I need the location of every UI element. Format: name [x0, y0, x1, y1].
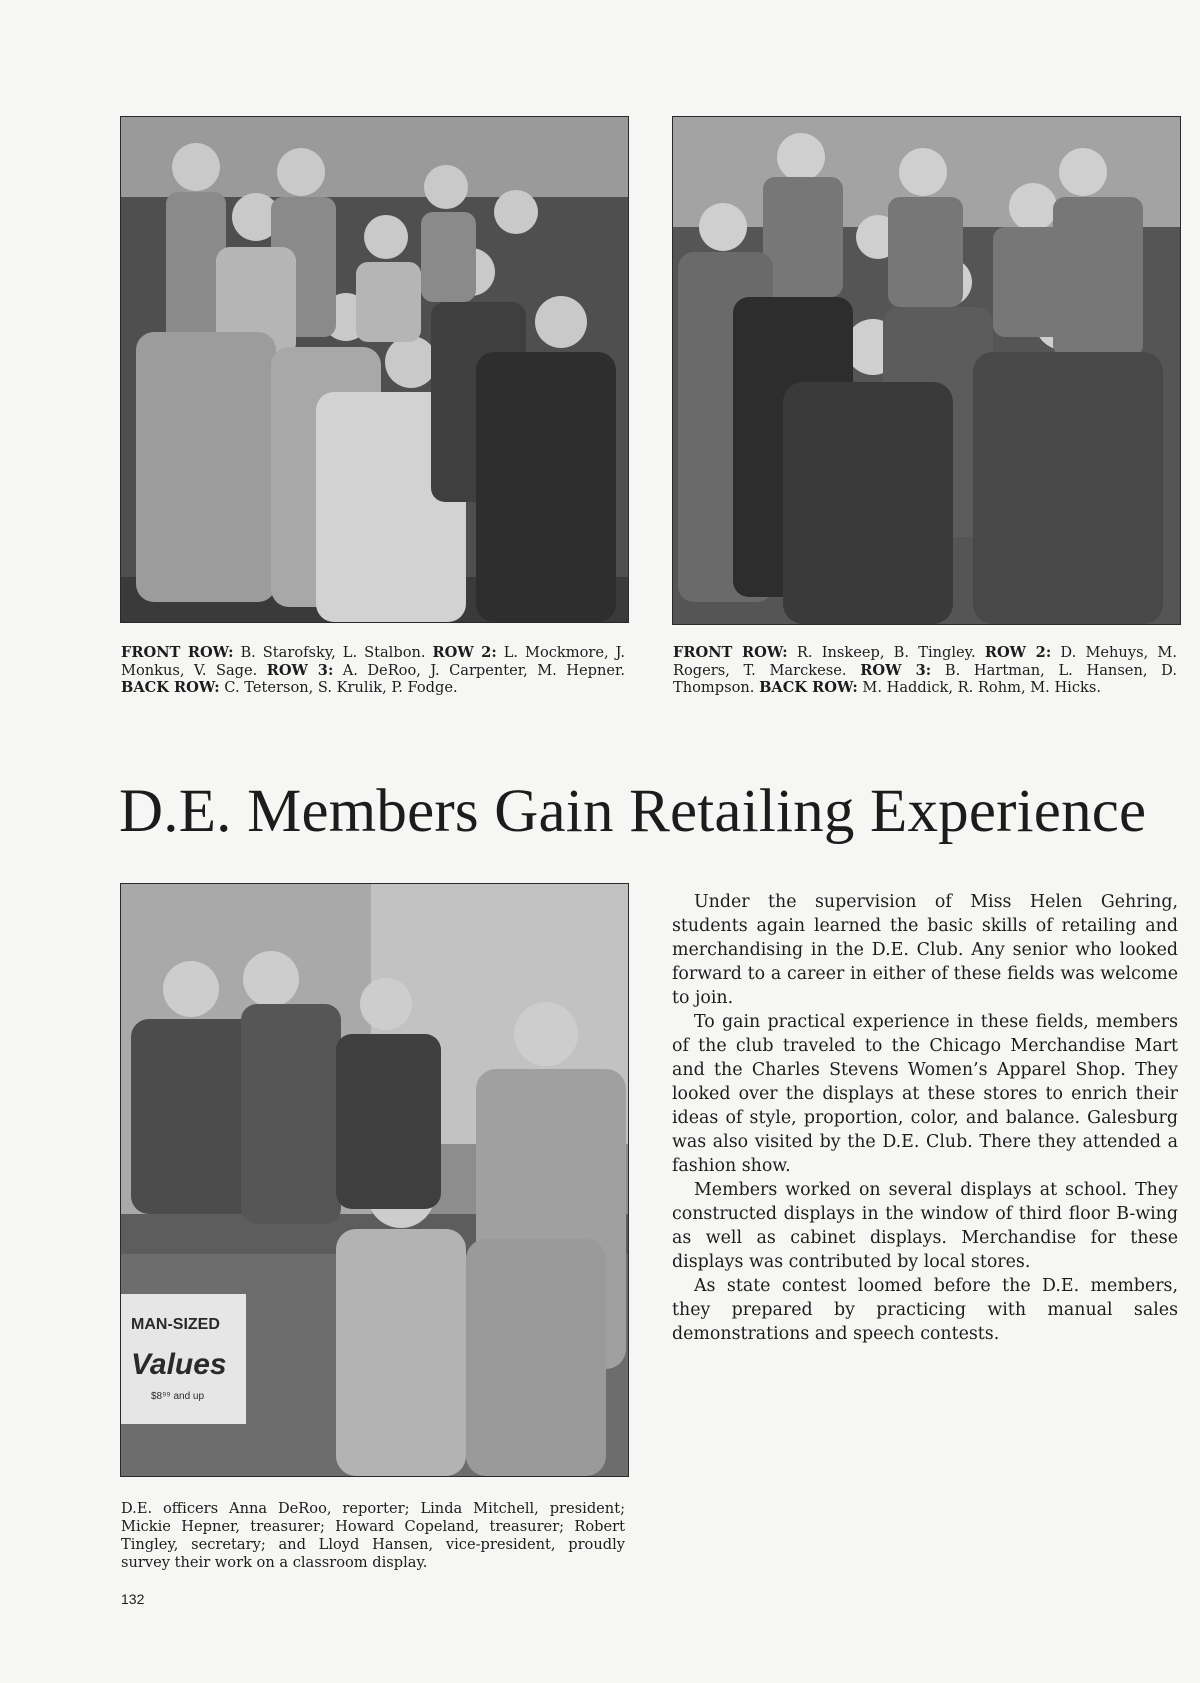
caption-back-row-names: M. Haddick, R. Rohm, M. Hicks. [857, 679, 1101, 696]
article-paragraph-2: To gain practical experience in these fields, members of the club traveled to the Chicago Merchandise Mart and the Charles Stevens Women’s Apparel Shop. They looked over the displays at these stores to enrich their ideas of style, proportion, color, and balance. Galesburg was also visited by the D.E. Club. There they attended a fashion show. [672, 1012, 1178, 1176]
boys-photo-caption [673, 644, 1177, 697]
sign-line1-text: MAN-SIZED [131, 1316, 220, 1333]
group-photo-icon [121, 884, 628, 1476]
caption-row2-label: ROW 2: [984, 644, 1052, 661]
caption-back-row-label: BACK ROW: [759, 679, 858, 696]
article-paragraph-1: Under the supervision of Miss Helen Gehring, students again learned the basic skills of retailing and merchandising in the D.E. Club. Any senior who looked forward to a career in either of these fields was welcome to join. [672, 892, 1178, 1008]
page-headline: D.E. Members Gain Retailing Experience [119, 778, 1147, 845]
caption-row3-names: A. DeRoo, J. Carpenter, M. Hepner. [333, 661, 625, 679]
caption-front-row-label: FRONT ROW: [121, 644, 234, 661]
caption-row3-label: ROW 3: [860, 661, 932, 679]
page-number: 132 [121, 1591, 145, 1607]
boys-group-photo [672, 116, 1181, 625]
group-photo-icon [121, 117, 628, 622]
sign-line3-text: $8⁹⁹ and up [151, 1391, 205, 1402]
caption-back-row-label: BACK ROW: [121, 679, 220, 696]
caption-row3-names: B. Hartman, L. Hansen, D. Thompson. [673, 661, 1178, 696]
caption-row2-label: ROW 2: [432, 644, 497, 661]
article-body [672, 890, 1178, 1346]
caption-front-row-label: FRONT ROW: [673, 644, 788, 661]
officers-photo [120, 883, 629, 1477]
caption-front-row-names: B. Starofsky, L. Stalbon. [233, 644, 433, 661]
article-paragraph-4: As state contest loomed before the D.E. members, they prepared by practicing with manual sales demonstrations and speech contests. [672, 1276, 1178, 1344]
caption-back-row-names: C. Teterson, S. Krulik, P. Fodge. [219, 679, 458, 696]
officers-photo-caption: D.E. officers Anna DeRoo, reporter; Linda Mitchell, president; Mickie Hepner, treasurer; Howard Copeland, treasurer; Robert Tingley, secretary; and Lloyd Hansen, vice-president, proudly survey their work on a classroom display. [121, 1500, 625, 1571]
sign-line2-text: Values [131, 1348, 227, 1381]
girls-group-photo [120, 116, 629, 623]
group-photo-icon [673, 117, 1180, 624]
caption-row2-names: D. Mehuys, M. Rogers, T. Marckese. [673, 644, 1177, 679]
caption-front-row-names: R. Inskeep, B. Tingley. [787, 644, 985, 661]
girls-photo-caption [121, 644, 625, 697]
caption-row2-names: L. Mockmore, J. Monkus, V. Sage. [121, 644, 625, 679]
article-paragraph-3: Members worked on several displays at school. They constructed displays in the window of third floor B-wing as well as cabinet displays. Merchandise for these displays was contributed by local stores. [672, 1180, 1178, 1272]
caption-row3-label: ROW 3: [266, 661, 334, 679]
